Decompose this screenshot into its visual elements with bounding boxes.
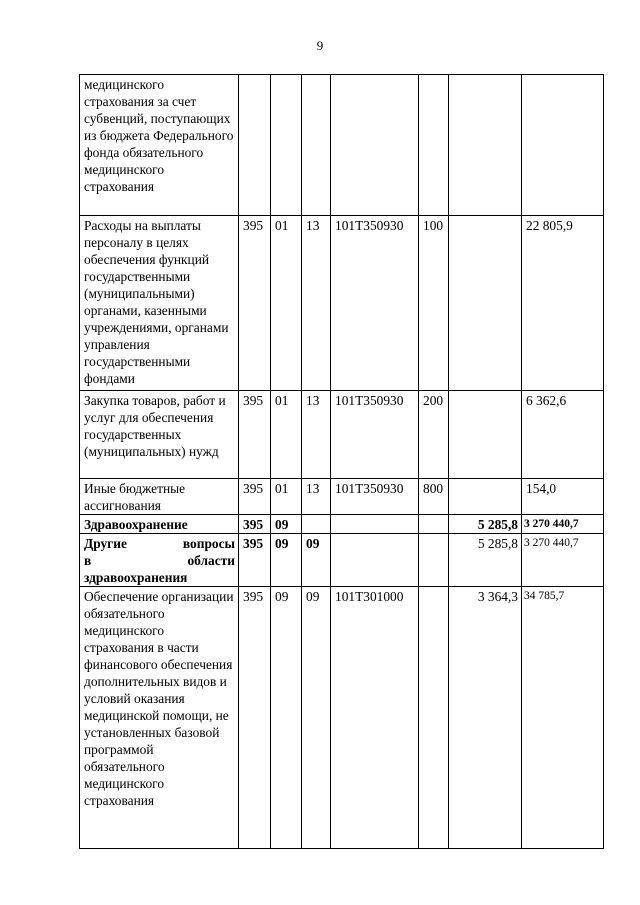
rz-cell: 01 [271, 216, 302, 391]
ved-cell: 395 [239, 534, 271, 587]
pr-cell: 13 [302, 391, 331, 479]
ved-cell: 395 [239, 515, 271, 534]
row-name-line: здравоохранения [84, 570, 188, 585]
vr-cell [419, 515, 449, 534]
vr-cell [419, 587, 449, 849]
table-row [80, 479, 604, 515]
vr-cell: 200 [419, 391, 449, 479]
ved-cell: 395 [239, 587, 271, 849]
row-name-line: Другие вопросы [84, 536, 235, 551]
vr-cell: 100 [419, 216, 449, 391]
csr-cell [331, 515, 419, 534]
sum-fed-cell: 3 364,3 [449, 587, 522, 849]
sum-fed-cell [449, 479, 522, 515]
pr-cell [302, 75, 331, 216]
row-name: медицинского страхования за счет субвенций, поступающих из бюджета Федерального фонда обязательного медицинского страхования [80, 75, 239, 216]
csr-cell [331, 534, 419, 587]
pr-cell: 09 [302, 587, 331, 849]
ved-cell: 395 [239, 216, 271, 391]
ved-cell [239, 75, 271, 216]
vr-cell [419, 534, 449, 587]
sum-total-cell: 3 270 440,7 [522, 534, 604, 587]
row-name: Иные бюджетные ассигнования [80, 479, 239, 515]
vr-cell: 800 [419, 479, 449, 515]
pr-cell: 13 [302, 216, 331, 391]
sum-total-cell: 3 270 440,7 [522, 515, 604, 534]
csr-cell: 101Т350930 [331, 479, 419, 515]
table-row [80, 534, 604, 587]
ved-cell: 395 [239, 479, 271, 515]
sum-total-cell: 34 785,7 [522, 587, 604, 849]
sum-fed-cell: 5 285,8 [449, 515, 522, 534]
rz-cell: 01 [271, 391, 302, 479]
sum-fed-cell [449, 391, 522, 479]
pr-cell: 09 [302, 534, 331, 587]
sum-total-cell: 154,0 [522, 479, 604, 515]
ved-cell: 395 [239, 391, 271, 479]
table-row [80, 515, 604, 534]
rz-cell: 09 [271, 587, 302, 849]
sum-total-cell: 22 805,9 [522, 216, 604, 391]
rz-cell: 01 [271, 479, 302, 515]
pr-cell [302, 515, 331, 534]
csr-cell [331, 75, 419, 216]
page-number: 9 [316, 38, 324, 53]
row-name: Расходы на выплаты персоналу в целях обеспечения функций государственными (муниципальными) органами, казенными учреждениями, органами управления государственными фондами [80, 216, 239, 391]
sum-total-cell [522, 75, 604, 216]
csr-cell: 101Т350930 [331, 216, 419, 391]
sum-total-cell: 6 362,6 [522, 391, 604, 479]
table-row [80, 75, 604, 216]
table-row [80, 216, 604, 391]
csr-cell: 101Т350930 [331, 391, 419, 479]
rz-cell: 09 [271, 515, 302, 534]
sum-fed-cell [449, 75, 522, 216]
sum-fed-cell [449, 216, 522, 391]
rz-cell: 09 [271, 534, 302, 587]
row-name-line: в области [84, 553, 235, 568]
row-name: Здравоохранение [80, 515, 239, 534]
table-row [80, 391, 604, 479]
pr-cell: 13 [302, 479, 331, 515]
sum-fed-cell: 5 285,8 [449, 534, 522, 587]
row-name: Обеспечение организации обязательного медицинского страхования в части финансового обеспечения дополнительных видов и условий оказания медицинской помощи, не установленных базовой программой обязательного медицинского страхования [80, 587, 239, 849]
vr-cell [419, 75, 449, 216]
row-name: Закупка товаров, работ и услуг для обеспечения государственных (муниципальных) нужд [80, 391, 239, 479]
budget-table [79, 74, 604, 849]
rz-cell [271, 75, 302, 216]
csr-cell: 101Т301000 [331, 587, 419, 849]
row-name [80, 534, 239, 587]
table-row [80, 587, 604, 849]
